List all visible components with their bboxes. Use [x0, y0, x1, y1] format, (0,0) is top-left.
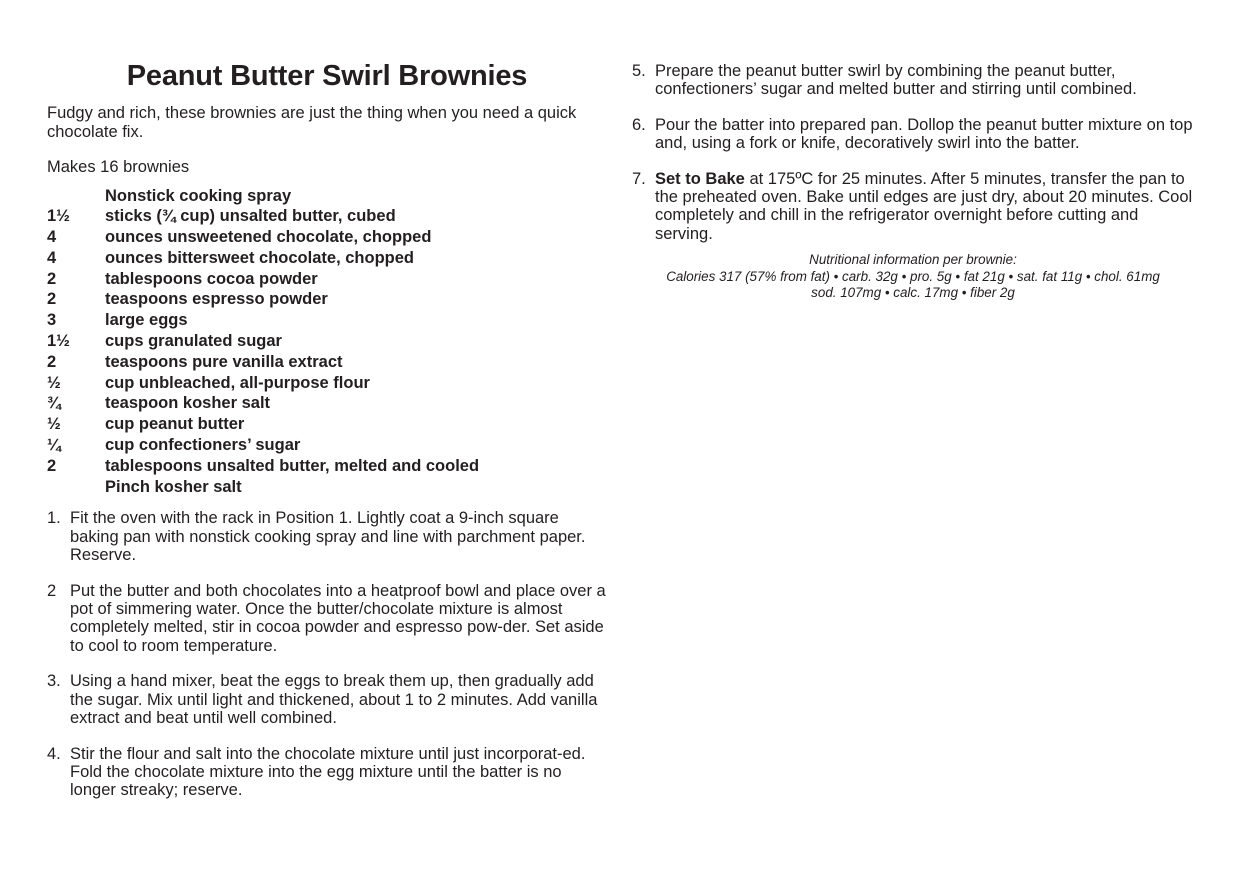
ingredient-quantity: ½ — [47, 415, 61, 434]
step-text: Using a hand mixer, beat the eggs to break them up, then gradually add the sugar. Mix until light and thickened, about 1 to 2 minutes. Add vanilla extract and beat until well combined. — [70, 672, 598, 728]
step-3 — [47, 672, 607, 727]
ingredient-quantity: 3 — [47, 311, 57, 330]
ingredient-quantity: 1½ — [47, 332, 70, 351]
ingredient-row — [47, 373, 607, 394]
ingredient-name: cups granulated sugar — [105, 332, 282, 351]
ingredient-row — [47, 206, 607, 227]
ingredient-row — [47, 414, 607, 435]
ingredient-name: tablespoons cocoa powder — [105, 269, 318, 288]
ingredient-name: tablespoons unsalted butter, melted and cooled — [105, 456, 480, 475]
ingredient-quantity: ¼ — [47, 436, 61, 455]
ingredient-quantity — [47, 186, 105, 207]
ingredient-quantity: 4 — [47, 248, 57, 267]
nutrition-line-2: sod. 107mg • calc. 17mg • fiber 2g — [811, 285, 1015, 301]
ingredient-row — [47, 289, 607, 310]
ingredient-name: teaspoons pure vanilla extract — [105, 352, 343, 371]
ingredient-name: Nonstick cooking spray — [105, 186, 292, 205]
step-text: Stir the flour and salt into the chocolate mixture until just incorporat-ed. Fold the chocolate mixture into the egg mixture until the batter is no longer streaky; reserve. — [70, 744, 586, 800]
step-6 — [632, 116, 1197, 153]
ingredient-row — [47, 227, 607, 248]
step-text: Put the butter and both chocolates into a heatproof bowl and place over a pot of simmering water. Once the butter/chocolate mixture is almost completely melted, stir in cocoa powder and espresso pow-der. Set aside to cool to room temperature. — [70, 581, 606, 655]
ingredient-row — [47, 186, 607, 207]
ingredient-quantity — [47, 477, 105, 498]
ingredient-quantity: 2 — [47, 290, 57, 309]
ingredient-row — [47, 456, 607, 477]
ingredient-name: large eggs — [105, 311, 188, 330]
nutrition-info — [632, 252, 1194, 301]
nutrition-heading: Nutritional information per brownie: — [809, 252, 1017, 268]
recipe-title: Peanut Butter Swirl Brownies — [126, 60, 528, 92]
step-number: 3. — [47, 672, 61, 691]
ingredient-quantity: 2 — [47, 352, 57, 371]
step-2 — [47, 582, 607, 656]
recipe-intro: Fudgy and rich, these brownies are just the thing when you need a quick chocolate fix. — [47, 104, 577, 141]
ingredient-quantity: ¾ — [47, 394, 61, 413]
ingredient-quantity: 2 — [47, 269, 57, 288]
step-text — [655, 170, 1197, 244]
ingredient-quantity: 2 — [47, 456, 57, 475]
step-number: 2 — [47, 581, 57, 600]
step-7 — [632, 170, 1197, 244]
ingredient-name: sticks (¾ cup) unsalted butter, cubed — [105, 207, 396, 226]
ingredient-name: cup peanut butter — [105, 415, 245, 434]
step-text: Fit the oven with the rack in Position 1. Lightly coat a 9-inch square baking pan with nonstick cooking spray and line with parchment paper. Reserve. — [70, 509, 586, 565]
ingredient-row — [47, 393, 607, 414]
ingredient-quantity: 4 — [47, 228, 57, 247]
step-number: 1. — [47, 509, 61, 528]
ingredient-quantity: 1½ — [47, 207, 70, 226]
ingredient-row — [47, 477, 607, 498]
step-5 — [632, 62, 1197, 99]
ingredient-name: ounces unsweetened chocolate, chopped — [105, 228, 432, 247]
step-text-rest: at 175ºC for 25 minutes. After 5 minutes, transfer the pan to the preheated oven. Bake until edges are just dry, about 20 minutes. Cool completely and chill in the refrigerator overnight before cutting and serving. — [655, 169, 1193, 243]
ingredient-name: Pinch kosher salt — [105, 477, 242, 496]
ingredient-name: teaspoon kosher salt — [105, 394, 271, 413]
ingredient-name: teaspoons espresso powder — [105, 290, 328, 309]
ingredient-row — [47, 310, 607, 331]
ingredient-quantity: ½ — [47, 373, 61, 392]
ingredient-row — [47, 435, 607, 456]
right-column — [632, 62, 1197, 301]
step-text: Pour the batter into prepared pan. Dollop the peanut butter mixture on top and, using a fork or knife, decoratively swirl into the batter. — [655, 115, 1193, 153]
step-1 — [47, 509, 607, 564]
step-text: Prepare the peanut butter swirl by combining the peanut butter, confectioners’ sugar and melted butter and stirring until combined. — [655, 62, 1137, 99]
ingredient-name: ounces bittersweet chocolate, chopped — [105, 248, 414, 267]
ingredient-row — [47, 269, 607, 290]
ingredient-row — [47, 352, 607, 373]
step-number: 7. — [632, 169, 646, 188]
ingredient-name: cup confectioners’ sugar — [105, 436, 301, 455]
step-number: 6. — [632, 115, 646, 134]
ingredient-row — [47, 248, 607, 269]
step-4 — [47, 745, 607, 800]
left-column — [47, 58, 607, 817]
nutrition-line-1: Calories 317 (57% from fat) • carb. 32g • pro. 5g • fat 21g • sat. fat 11g • chol. 61mg — [666, 268, 1160, 284]
step-number: 4. — [47, 744, 61, 763]
ingredient-row — [47, 331, 607, 352]
step-number: 5. — [632, 62, 646, 80]
ingredient-list — [47, 186, 607, 498]
step-bold-label: Set to Bake — [655, 169, 745, 188]
recipe-yield: Makes 16 brownies — [47, 158, 190, 176]
ingredient-name: cup unbleached, all-purpose flour — [105, 373, 370, 392]
